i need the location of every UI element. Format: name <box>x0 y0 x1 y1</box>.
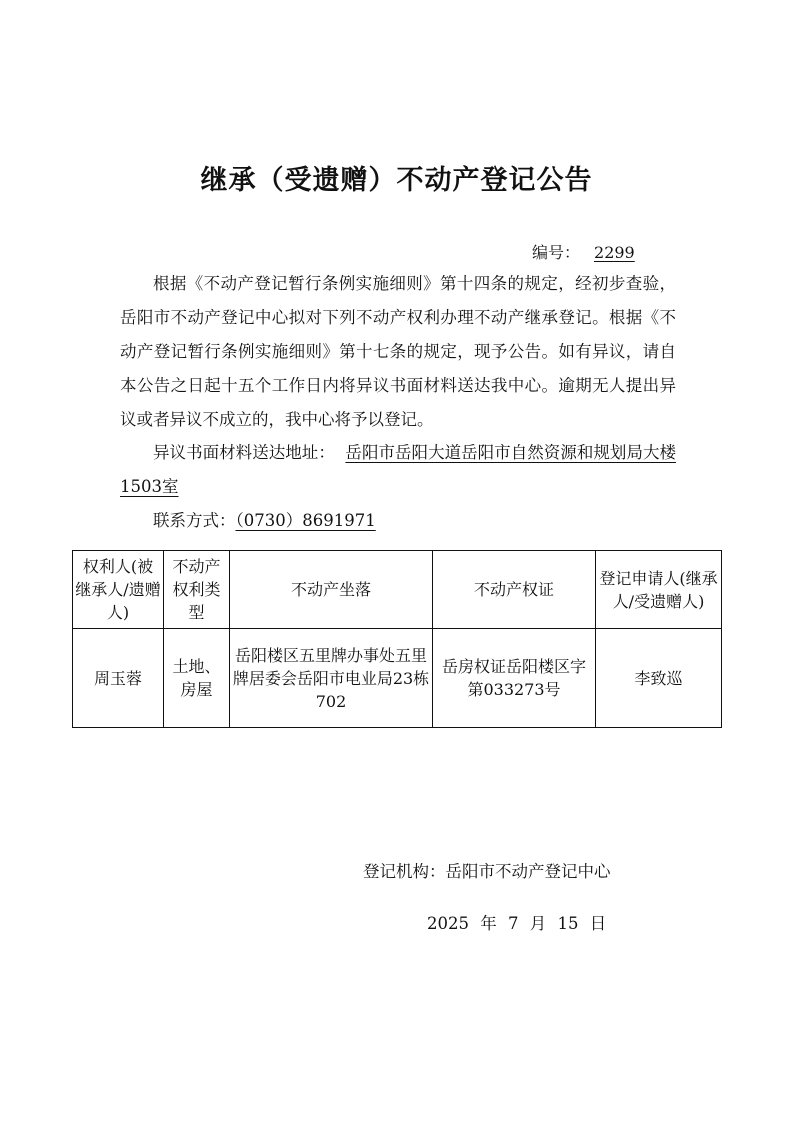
notice-number-label: 编号： <box>532 243 581 262</box>
notice-date: 2025 年 7 月 15 日 <box>427 914 607 933</box>
table-header-row <box>73 551 722 629</box>
header-location: 不动产坐落 <box>230 551 433 629</box>
notice-title: 继承（受遗赠）不动产登记公告 <box>200 165 593 196</box>
header-certificate: 不动产权证 <box>433 551 596 629</box>
header-applicant: 登记申请人(继承人/受遗赠人) <box>596 551 722 629</box>
cell-certificate: 岳房权证岳阳楼区字第033273号 <box>433 629 596 728</box>
objection-address-label: 异议书面材料送达地址： <box>153 443 335 462</box>
authority-value: 岳阳市不动产登记中心 <box>445 862 611 881</box>
property-table <box>72 550 722 728</box>
notice-number-value: 2299 <box>594 243 635 262</box>
contact-value: （0730）8691971 <box>235 511 376 530</box>
objection-address <box>120 436 676 504</box>
cell-holder: 周玉蓉 <box>73 629 164 728</box>
header-right-type: 不动产权利类型 <box>164 551 230 629</box>
authority-label: 登记机构： <box>363 862 446 881</box>
header-holder: 权利人(被继承人/遗赠人) <box>73 551 164 629</box>
table-row <box>73 629 722 728</box>
registration-authority <box>363 858 611 882</box>
cell-applicant: 李致巡 <box>596 629 722 728</box>
contact-info <box>153 504 402 538</box>
notice-body <box>120 267 676 437</box>
notice-number <box>532 240 635 263</box>
cell-right-type: 土地、房屋 <box>164 629 230 728</box>
objection-address-value: 岳阳市岳阳大道岳阳市自然资源和规划局大楼1503室 <box>120 443 676 496</box>
cell-location: 岳阳楼区五里牌办事处五里牌居委会岳阳市电业局23栋702 <box>230 629 433 728</box>
contact-label: 联系方式： <box>153 511 236 530</box>
notice-paragraph: 根据《不动产登记暂行条例实施细则》第十四条的规定，经初步查验，岳阳市不动产登记中心拟对下列不动产权利办理不动产继承登记。根据《不动产登记暂行条例实施细则》第十七条的规定，现予公告。如有异议，请自本公告之日起十五个工作日内将异议书面材料送达我中心。逾期无人提出异议或者异议不成立的，我中心将予以登记。 <box>120 274 676 429</box>
